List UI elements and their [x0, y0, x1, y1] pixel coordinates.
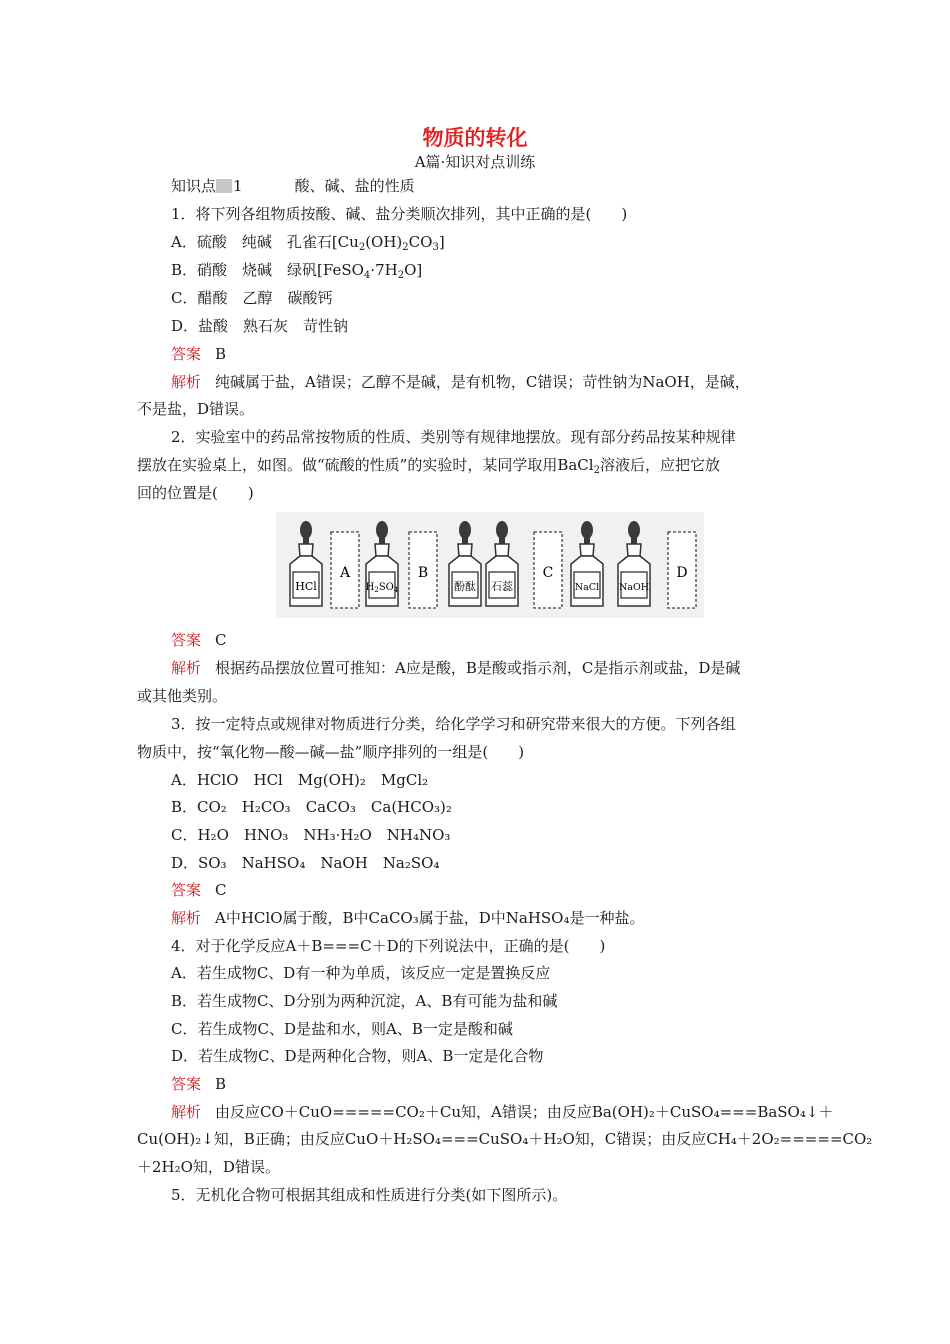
- q2-stem-line2: 摆放在实验桌上，如图。做“硫酸的性质”的实验时，某同学取用BaCl$_2$溶液后，应把它放: [137, 456, 720, 476]
- bottle-h2so4: [366, 521, 399, 606]
- q1-option-a: A．硫酸 纯碱 孔雀石$[Cu_2(OH)_2CO_3]$: [171, 233, 445, 253]
- q1-option-c: C．醋酸 乙醇 碳酸钙: [171, 289, 333, 307]
- q3-stem-line1: 3．按一定特点或规律对物质进行分类，给化学学习和研究带来很大的方便。下列各组: [171, 715, 736, 733]
- kp-topic: 酸、碱、盐的性质: [294, 177, 415, 195]
- bottle-naoh: [618, 521, 650, 606]
- bottle-label-naoh: NaOH: [618, 582, 650, 593]
- q4-analysis-line3: ＋2H₂O知，D错误。: [137, 1158, 280, 1176]
- bottle-label-litmus: 石蕊: [491, 580, 513, 593]
- q1-analysis-line1: 解析 纯碱属于盐，A错误；乙醇不是碱，是有机物，C错误；苛性钠为NaOH，是碱，: [171, 373, 750, 391]
- q2-analysis-line2: 或其他类别。: [137, 687, 228, 705]
- bottle-label-nacl: NaCl: [574, 582, 600, 593]
- bottle-label-phenolphthalein: 酚酞: [454, 580, 476, 593]
- bottle-label-hcl: HCl: [295, 580, 317, 593]
- kp-label: 知识点: [171, 177, 217, 195]
- q2-stem-line1: 2．实验室中的药品常按物质的性质、类别等有规律地摆放。现有部分药品按某种规律: [171, 428, 736, 446]
- q2-answer: 答案 C: [171, 631, 227, 649]
- knowledge-point-header: [171, 176, 415, 196]
- q4-analysis-line1: 解析 由反应CO＋CuO=====CO₂＋Cu知，A错误；由反应Ba(OH)₂＋CuSO₄===BaSO₄↓＋: [171, 1103, 834, 1121]
- bottle-label-h2so4: $H_2SO_4$: [365, 582, 399, 594]
- section-subtitle: A篇·知识对点训练: [414, 153, 536, 171]
- q3-option-c: C．H₂O HNO₃ NH₃·H₂O NH₄NO₃: [171, 826, 451, 844]
- bottle-hcl: [290, 521, 322, 606]
- q4-analysis-line2: Cu(OH)₂↓知，B正确；由反应CuO＋H₂SO₄===CuSO₄＋H₂O知，C错误；由反应CH₄＋2O₂=====CO₂: [137, 1130, 873, 1148]
- slot-a: [331, 532, 359, 608]
- bottle-litmus: [486, 521, 518, 606]
- q3-stem-line2: 物质中，按“氧化物—酸—碱—盐”顺序排列的一组是( ): [137, 743, 525, 761]
- kp-box-icon: [216, 179, 232, 193]
- q1-option-b: B．硝酸 烧碱 绿矾$[FeSO_4\cdot 7H_2O]$: [171, 261, 423, 281]
- q4-option-a: A．若生成物C、D有一种为单质，该反应一定是置换反应: [171, 964, 551, 982]
- bottle-phenolphthalein: [449, 521, 481, 606]
- q4-option-b: B．若生成物C、D分别为两种沉淀，A、B有可能为盐和碱: [171, 992, 558, 1010]
- bottle-nacl: [571, 521, 603, 606]
- q3-analysis: 解析 A中HClO属于酸，B中CaCO₃属于盐，D中NaHSO₄是一种盐。: [171, 909, 645, 927]
- q3-option-a: A．HClO HCl Mg(OH)₂ MgCl₂: [171, 771, 429, 789]
- slot-b: [409, 532, 437, 608]
- q4-option-d: D．若生成物C、D是两种化合物，则A、B一定是化合物: [171, 1047, 544, 1065]
- slot-label-a: A: [339, 565, 351, 581]
- q1-option-d: D．盐酸 熟石灰 苛性钠: [171, 317, 349, 335]
- q4-answer: 答案 B: [171, 1075, 227, 1093]
- q3-answer: 答案 C: [171, 881, 227, 899]
- q2-analysis-line1: 解析 根据药品摆放位置可推知：A应是酸，B是酸或指示剂，C是指示剂或盐，D是碱: [171, 659, 741, 677]
- slot-c: [534, 532, 562, 608]
- page-title: 物质的转化: [422, 125, 528, 150]
- q2-stem-line3: 回的位置是( ): [137, 484, 254, 502]
- q1-stem: 1．将下列各组物质按酸、碱、盐分类顺次排列，其中正确的是( ): [171, 205, 628, 223]
- q4-option-c: C．若生成物C、D是盐和水，则A、B一定是酸和碱: [171, 1020, 513, 1038]
- q5-stem: 5．无机化合物可根据其组成和性质进行分类(如下图所示)。: [171, 1186, 568, 1204]
- kp-number: 1: [233, 177, 243, 195]
- slot-label-c: C: [542, 565, 554, 581]
- q1-analysis-line2: 不是盐，D错误。: [137, 400, 255, 418]
- q3-option-b: B．CO₂ H₂CO₃ CaCO₃ Ca(HCO₃)₂: [171, 798, 452, 816]
- slot-d: [668, 532, 696, 608]
- q1-answer: 答案 B: [171, 345, 227, 363]
- slot-label-d: D: [676, 565, 688, 581]
- slot-label-b: B: [417, 565, 429, 581]
- reagent-shelf-figure: [276, 512, 704, 618]
- q3-option-d: D．SO₃ NaHSO₄ NaOH Na₂SO₄: [171, 854, 440, 872]
- q4-stem: 4．对于化学反应A＋B===C＋D的下列说法中，正确的是( ): [171, 937, 606, 955]
